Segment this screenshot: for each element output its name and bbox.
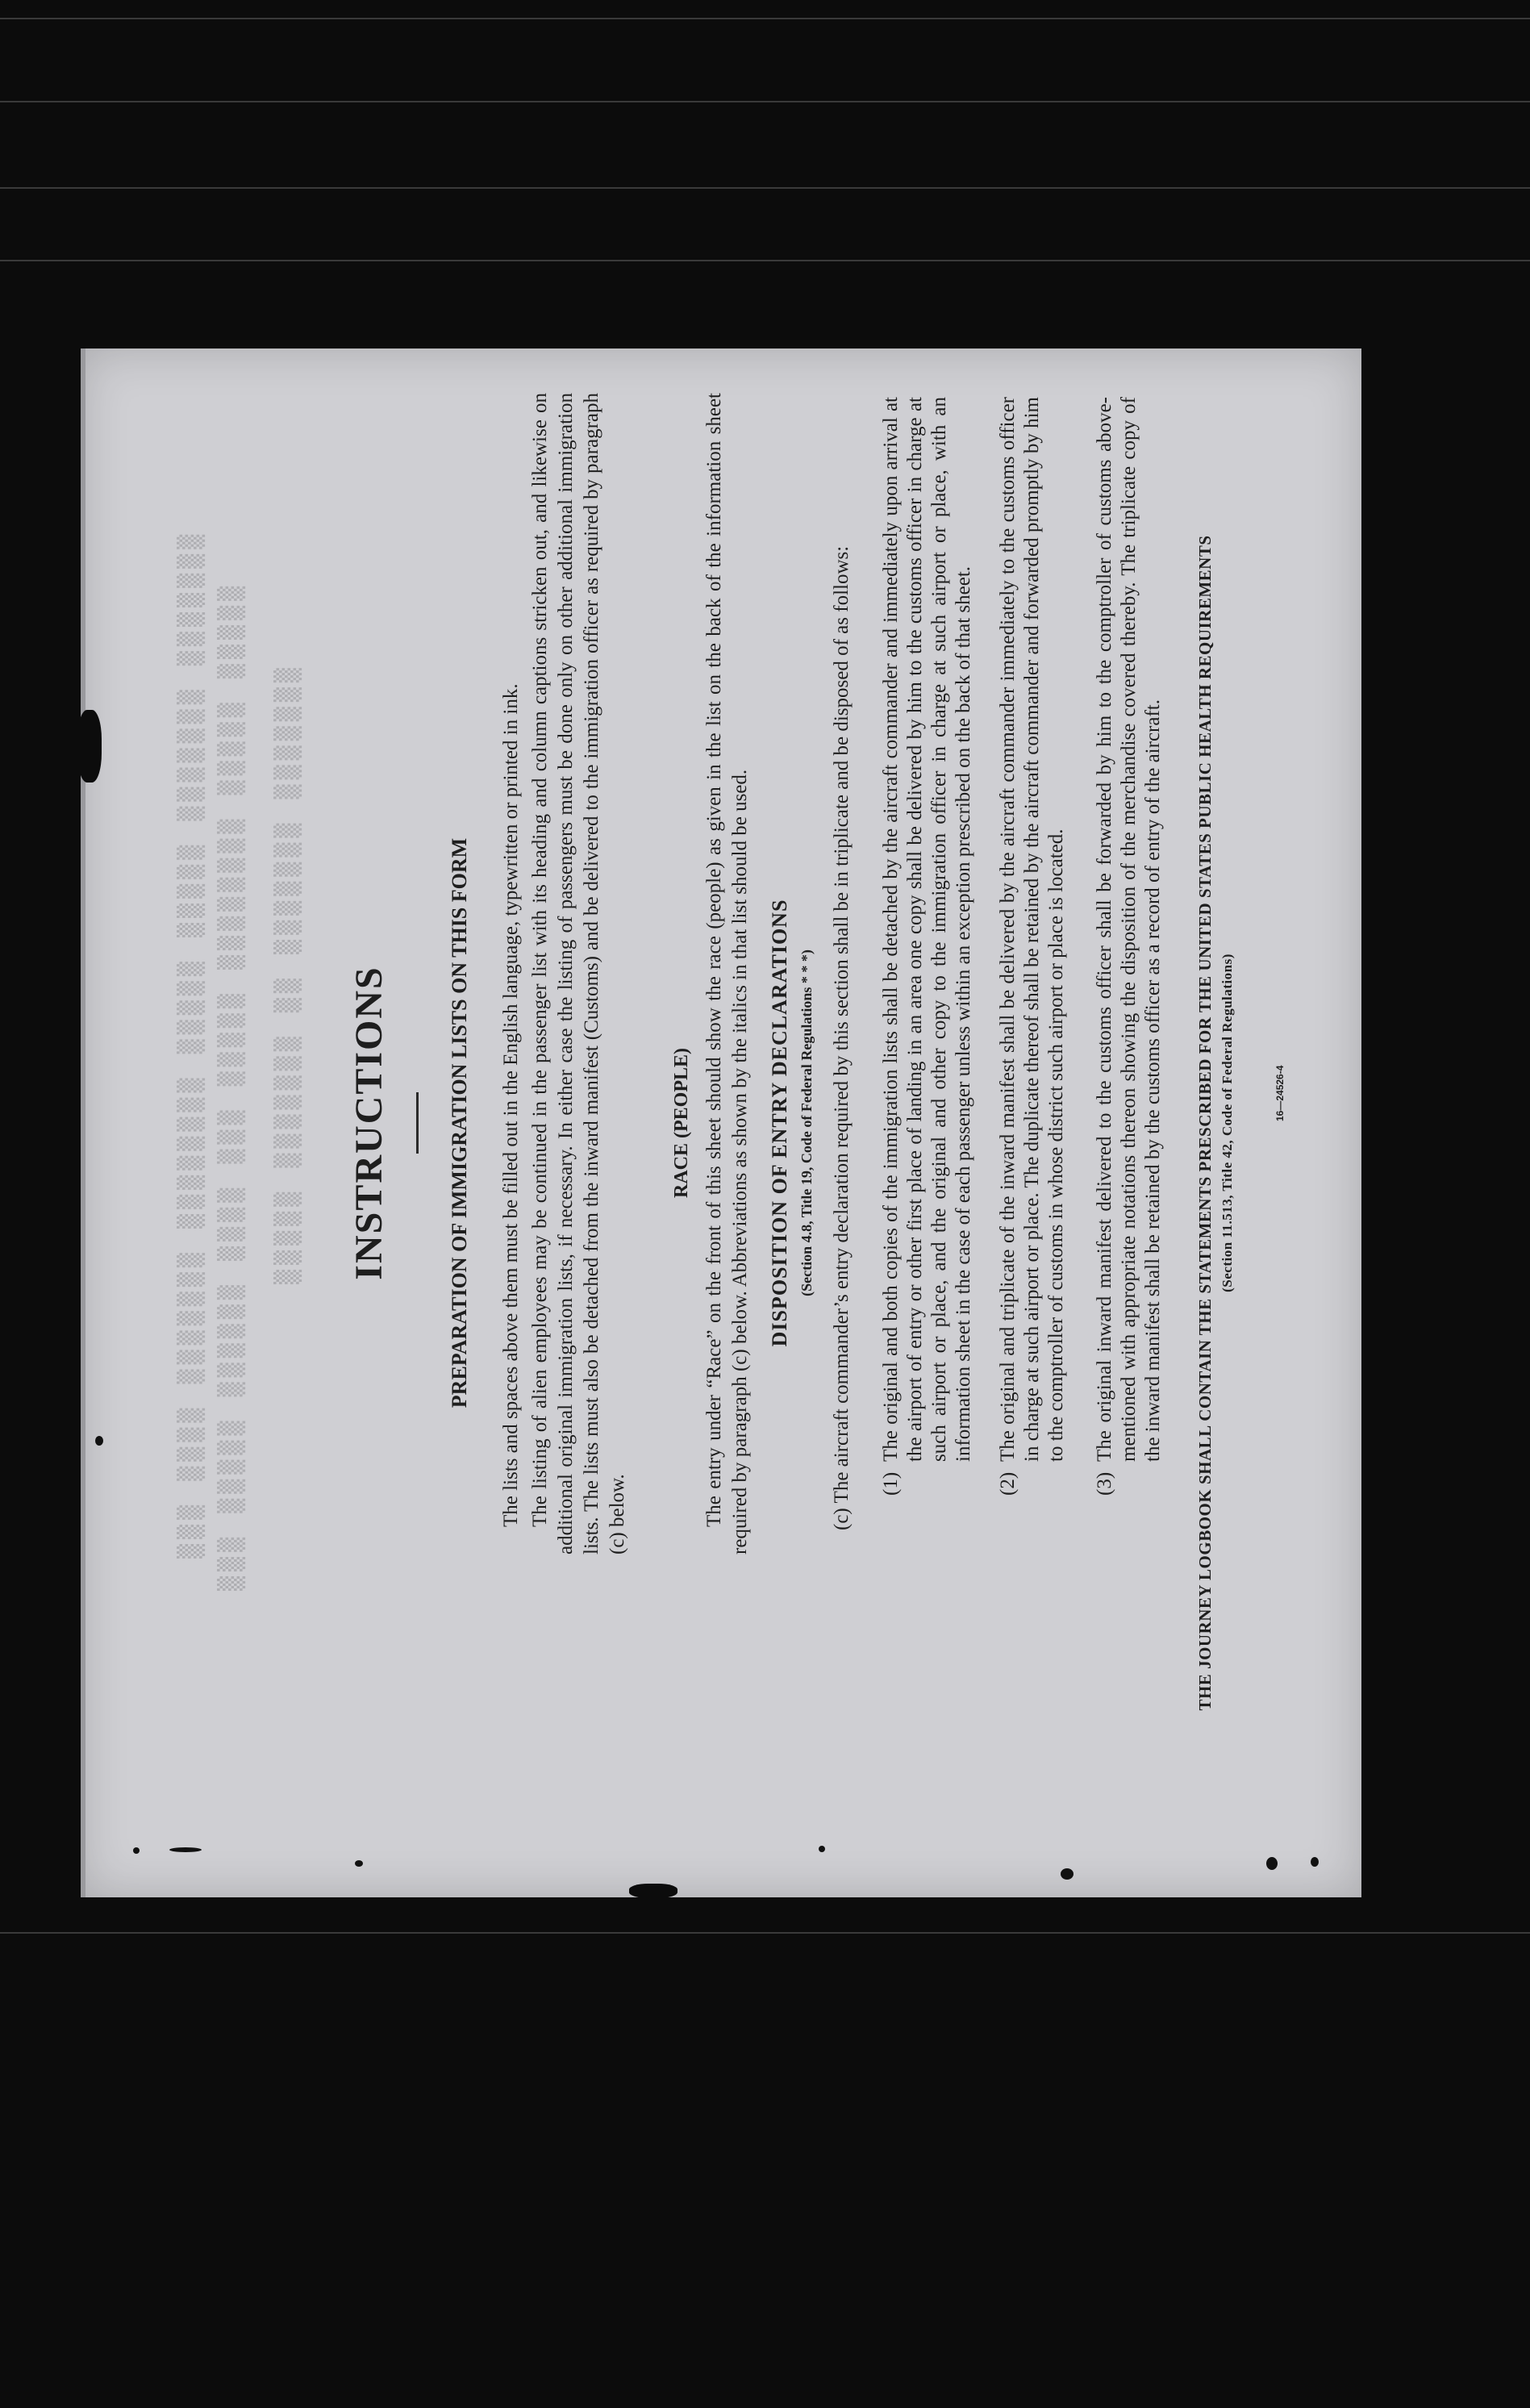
document-content <box>81 348 1361 1897</box>
speck <box>95 1436 103 1446</box>
list-item-number: (3) <box>1094 1471 1115 1496</box>
list-item-text: The original and triplicate of the inward manifest shall be delivered by the aircraft commander immediately to the customs officer in charge at such airport or place. The duplicate thereof shall be retained by the aircraft commander and forwarded promptly by him to the comptroller of customs in whose district such airport or place is located. <box>997 397 1067 1462</box>
document-sheet <box>81 348 1361 1897</box>
scan-line <box>0 101 1530 102</box>
page-title: INSTRUCTIONS <box>348 966 390 1280</box>
paragraph-preparation-2: The listing of alien employees may be continued in the passenger list with its heading and column captions stricken out, and likewise on additional original immigration lists, if necessary. In either case the listing of passengers must be done only on other additional immigration lists. The lists must also be detached from the inward manifest (Customs) and be delivered to the immigration officer as required by paragraph (c) below. <box>529 393 628 1555</box>
list-item-number: (2) <box>997 1471 1019 1496</box>
bleed-through-text: ▒▒▒▒▒ ▒▒▒▒▒▒▒ ▒▒ ▒▒▒▒▒▒▒ ▒▒▒▒▒▒▒ <box>274 663 302 1284</box>
bleed-through-text: ▒▒▒ ▒▒▒▒▒ ▒▒▒▒▒▒ ▒▒▒▒ ▒▒▒ ▒▒▒▒▒ ▒▒▒▒▒▒▒▒ ▒▒▒▒▒ ▒▒▒▒▒ <box>218 581 246 1591</box>
paper-tear <box>77 710 102 782</box>
list-item-text: The original and both copies of the immigration lists shall be detached by the aircraft commander and immediately upon arrival at the airport of entry or other first place of landing in an area one copy shall be delivered by him to the customs officer in charge at such airport or place, and the original and other copy to the immigration officer in charge at such airport or place, with an information sheet in the case of each passenger unless within an exception prescribed on the back of that sheet. <box>880 397 974 1462</box>
list-item <box>996 397 1069 1496</box>
bleed-through-text: ▒▒▒ ▒▒▒▒ ▒▒▒▒▒▒▒ ▒▒▒▒▒▒▒▒ ▒▒▒▒▒ ▒▒▒▒▒ ▒▒▒▒▒▒▒ ▒▒▒▒▒▒▒ <box>177 529 206 1559</box>
speck <box>355 1860 363 1867</box>
paragraph-disposition-intro: (c) The aircraft commander’s entry declaration required by this section shall be in triplicate and be disposed of as follows: <box>831 545 853 1530</box>
speck <box>1311 1857 1319 1867</box>
paragraph-preparation-1: The lists and spaces above them must be filled out in the English language, typewritten or printed in ink. <box>500 683 522 1527</box>
footer-logbook-statement: THE JOURNEY LOGBOOK SHALL CONTAIN THE STATEMENTS PRESCRIBED FOR THE UNITED STATES PUBLIC HEALTH REQUIREMENTS <box>1195 535 1215 1711</box>
sheet-edge <box>81 348 85 1897</box>
speck <box>133 1847 140 1854</box>
list-item-text: The original inward manifest delivered to the customs officer shall be forwarded by him to the comptroller of customs above-mentioned with appropriate notations thereon showing the disposition of the merchandise covered thereby. The triplicate copy of the inward manifest shall be retained by the customs officer as a record of entry of the aircraft. <box>1094 397 1164 1462</box>
list-item <box>1093 397 1165 1496</box>
speck <box>1061 1868 1074 1880</box>
scan-line <box>0 260 1530 261</box>
speck <box>819 1846 825 1852</box>
title-divider <box>416 1092 419 1154</box>
form-code: 16—24526-4 <box>1274 1065 1286 1121</box>
section-subheading-regulations: (Section 4.8, Title 19, Code of Federal Regulations * * *) <box>798 949 815 1296</box>
scan-line <box>0 187 1530 189</box>
section-heading-disposition: DISPOSITION OF ENTRY DECLARATIONS <box>768 899 791 1347</box>
speck <box>169 1847 202 1852</box>
list-item-number: (1) <box>880 1471 902 1496</box>
section-heading-race: RACE (PEOPLE) <box>671 1048 692 1198</box>
speck <box>1266 1857 1278 1870</box>
scan-line <box>0 1932 1530 1934</box>
list-item <box>879 397 976 1496</box>
section-heading-preparation: PREPARATION OF IMMIGRATION LISTS ON THIS FORM <box>448 837 471 1408</box>
footer-regulation-reference: (Section 11.513, Title 42, Code of Federal Regulations) <box>1219 954 1235 1292</box>
scan-line <box>0 18 1530 19</box>
paper-tear <box>629 1884 677 1898</box>
paragraph-race: The entry under “Race” on the front of this sheet should show the race (people) as given in the list on the back of the information sheet required by paragraph (c) below. Abbreviations as shown by the italics in that list should be used. <box>703 393 751 1555</box>
